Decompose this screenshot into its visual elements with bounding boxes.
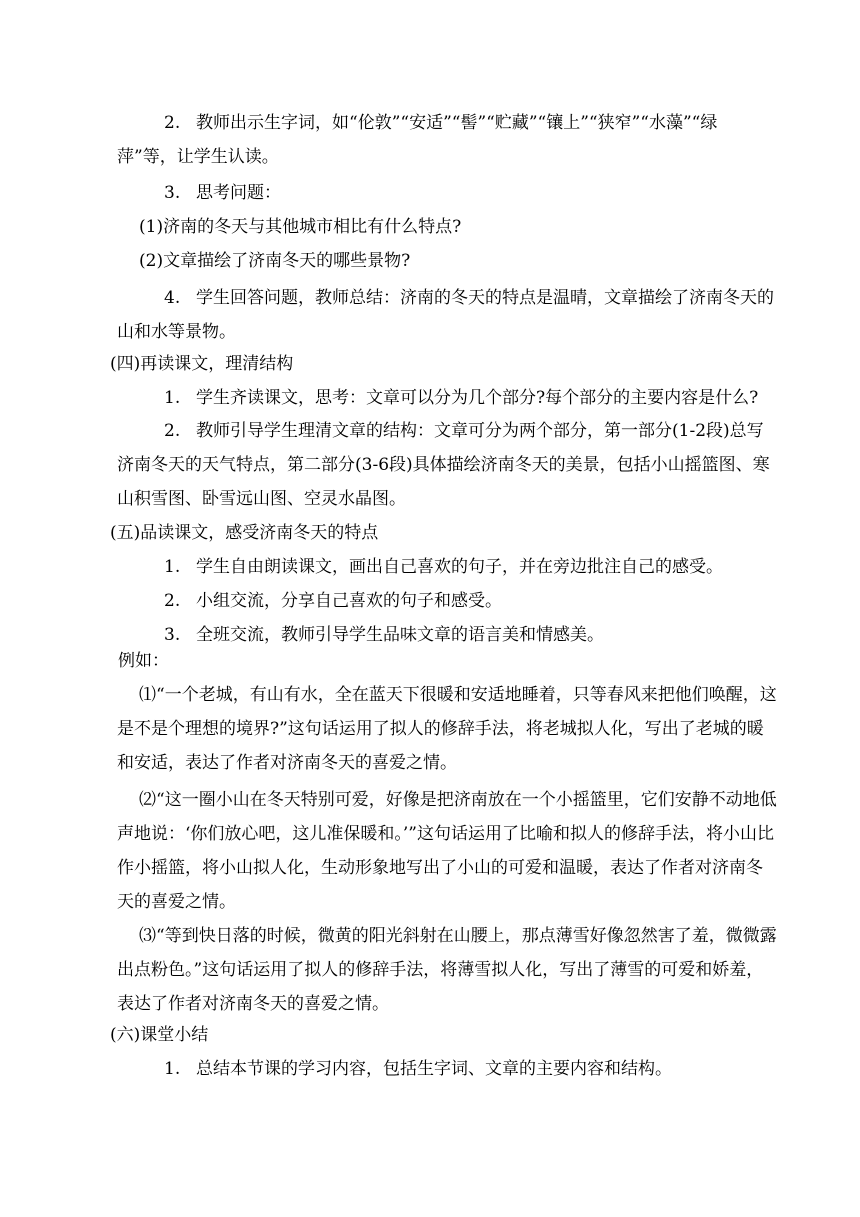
section6-step-1	[117, 1052, 777, 1086]
step-number: 2.	[164, 113, 181, 133]
section-heading-4: (四)再读课文，理清结构	[110, 354, 294, 374]
section-heading-6: (六)课堂小结	[110, 1025, 209, 1045]
step-number: 3.	[164, 625, 181, 645]
step-4-paragraph	[117, 281, 777, 349]
example-label: 例如：	[118, 651, 169, 671]
question-2: (2)文章描绘了济南冬天的哪些景物?	[139, 251, 411, 271]
step-text: 教师出示生字词，如“伦敦”“安适”“髻”“贮藏”“镶上”“狭窄”“水藻”“绿萍”等，让学生认读。	[117, 113, 718, 167]
section4-step-1	[117, 381, 777, 415]
step-2-paragraph	[117, 106, 777, 174]
step-number: 2.	[164, 421, 181, 441]
example-2: ⑵“这一圈小山在冬天特别可爱，好像是把济南放在一个小摇篮里，它们安静不动地低声地说：‘你们放心吧，这儿准保暖和。’”这句话运用了比喻和拟人的修辞手法，将小山比作小摇篮，将小山拟人化，生动形象地写出了小山的可爱和温暖，表达了作者对济南冬天的喜爱之情。	[117, 790, 777, 912]
question-1: (1)济南的冬天与其他城市相比有什么特点?	[139, 217, 462, 237]
step-number: 1.	[164, 388, 181, 408]
step-number: 1.	[164, 557, 181, 577]
step-text: 学生自由朗读课文，画出自己喜欢的句子，并在旁边批注自己的感受。	[196, 557, 723, 577]
section5-step-2	[117, 584, 777, 618]
step-number: 1.	[164, 1059, 181, 1079]
step-text: 总结本节课的学习内容，包括生字词、文章的主要内容和结构。	[196, 1059, 672, 1079]
section4-step-2	[117, 414, 777, 516]
section-heading-5: (五)品读课文，感受济南冬天的特点	[110, 523, 379, 543]
step-3-paragraph	[117, 176, 777, 210]
step-text: 学生齐读课文，思考：文章可以分为几个部分?每个部分的主要内容是什么?	[196, 388, 759, 408]
step-text: 思考问题：	[196, 183, 281, 203]
step-number: 4.	[164, 288, 181, 308]
step-text: 学生回答问题，教师总结：济南的冬天的特点是温晴，文章描绘了济南冬天的山和水等景物。	[117, 288, 774, 342]
step-text: 教师引导学生理清文章的结构：文章可分为两个部分，第一部分(1-2段)总写济南冬天的天气特点，第二部分(3-6段)具体描绘济南冬天的美景，包括小山摇篮图、寒山积雪图、卧雪远山图、空灵水晶图。	[117, 421, 770, 509]
example-3: ⑶“等到快日落的时候，微黄的阳光斜射在山腰上，那点薄雪好像忽然害了羞，微微露出点粉色。”这句话运用了拟人的修辞手法，将薄雪拟人化，写出了薄雪的可爱和娇羞，表达了作者对济南冬天的喜爱之情。	[117, 926, 777, 1014]
step-number: 3.	[164, 183, 181, 203]
step-text: 小组交流，分享自己喜欢的句子和感受。	[196, 591, 502, 611]
section5-step-1	[117, 550, 777, 584]
step-text: 全班交流，教师引导学生品味文章的语言美和情感美。	[196, 625, 604, 645]
step-number: 2.	[164, 591, 181, 611]
example-1: ⑴“一个老城，有山有水，全在蓝天下很暖和安适地睡着，只等春风来把他们唤醒，这是不是个理想的境界?”这句话运用了拟人的修辞手法，将老城拟人化，写出了老城的暖和安适，表达了作者对济南冬天的喜爱之情。	[117, 685, 777, 773]
